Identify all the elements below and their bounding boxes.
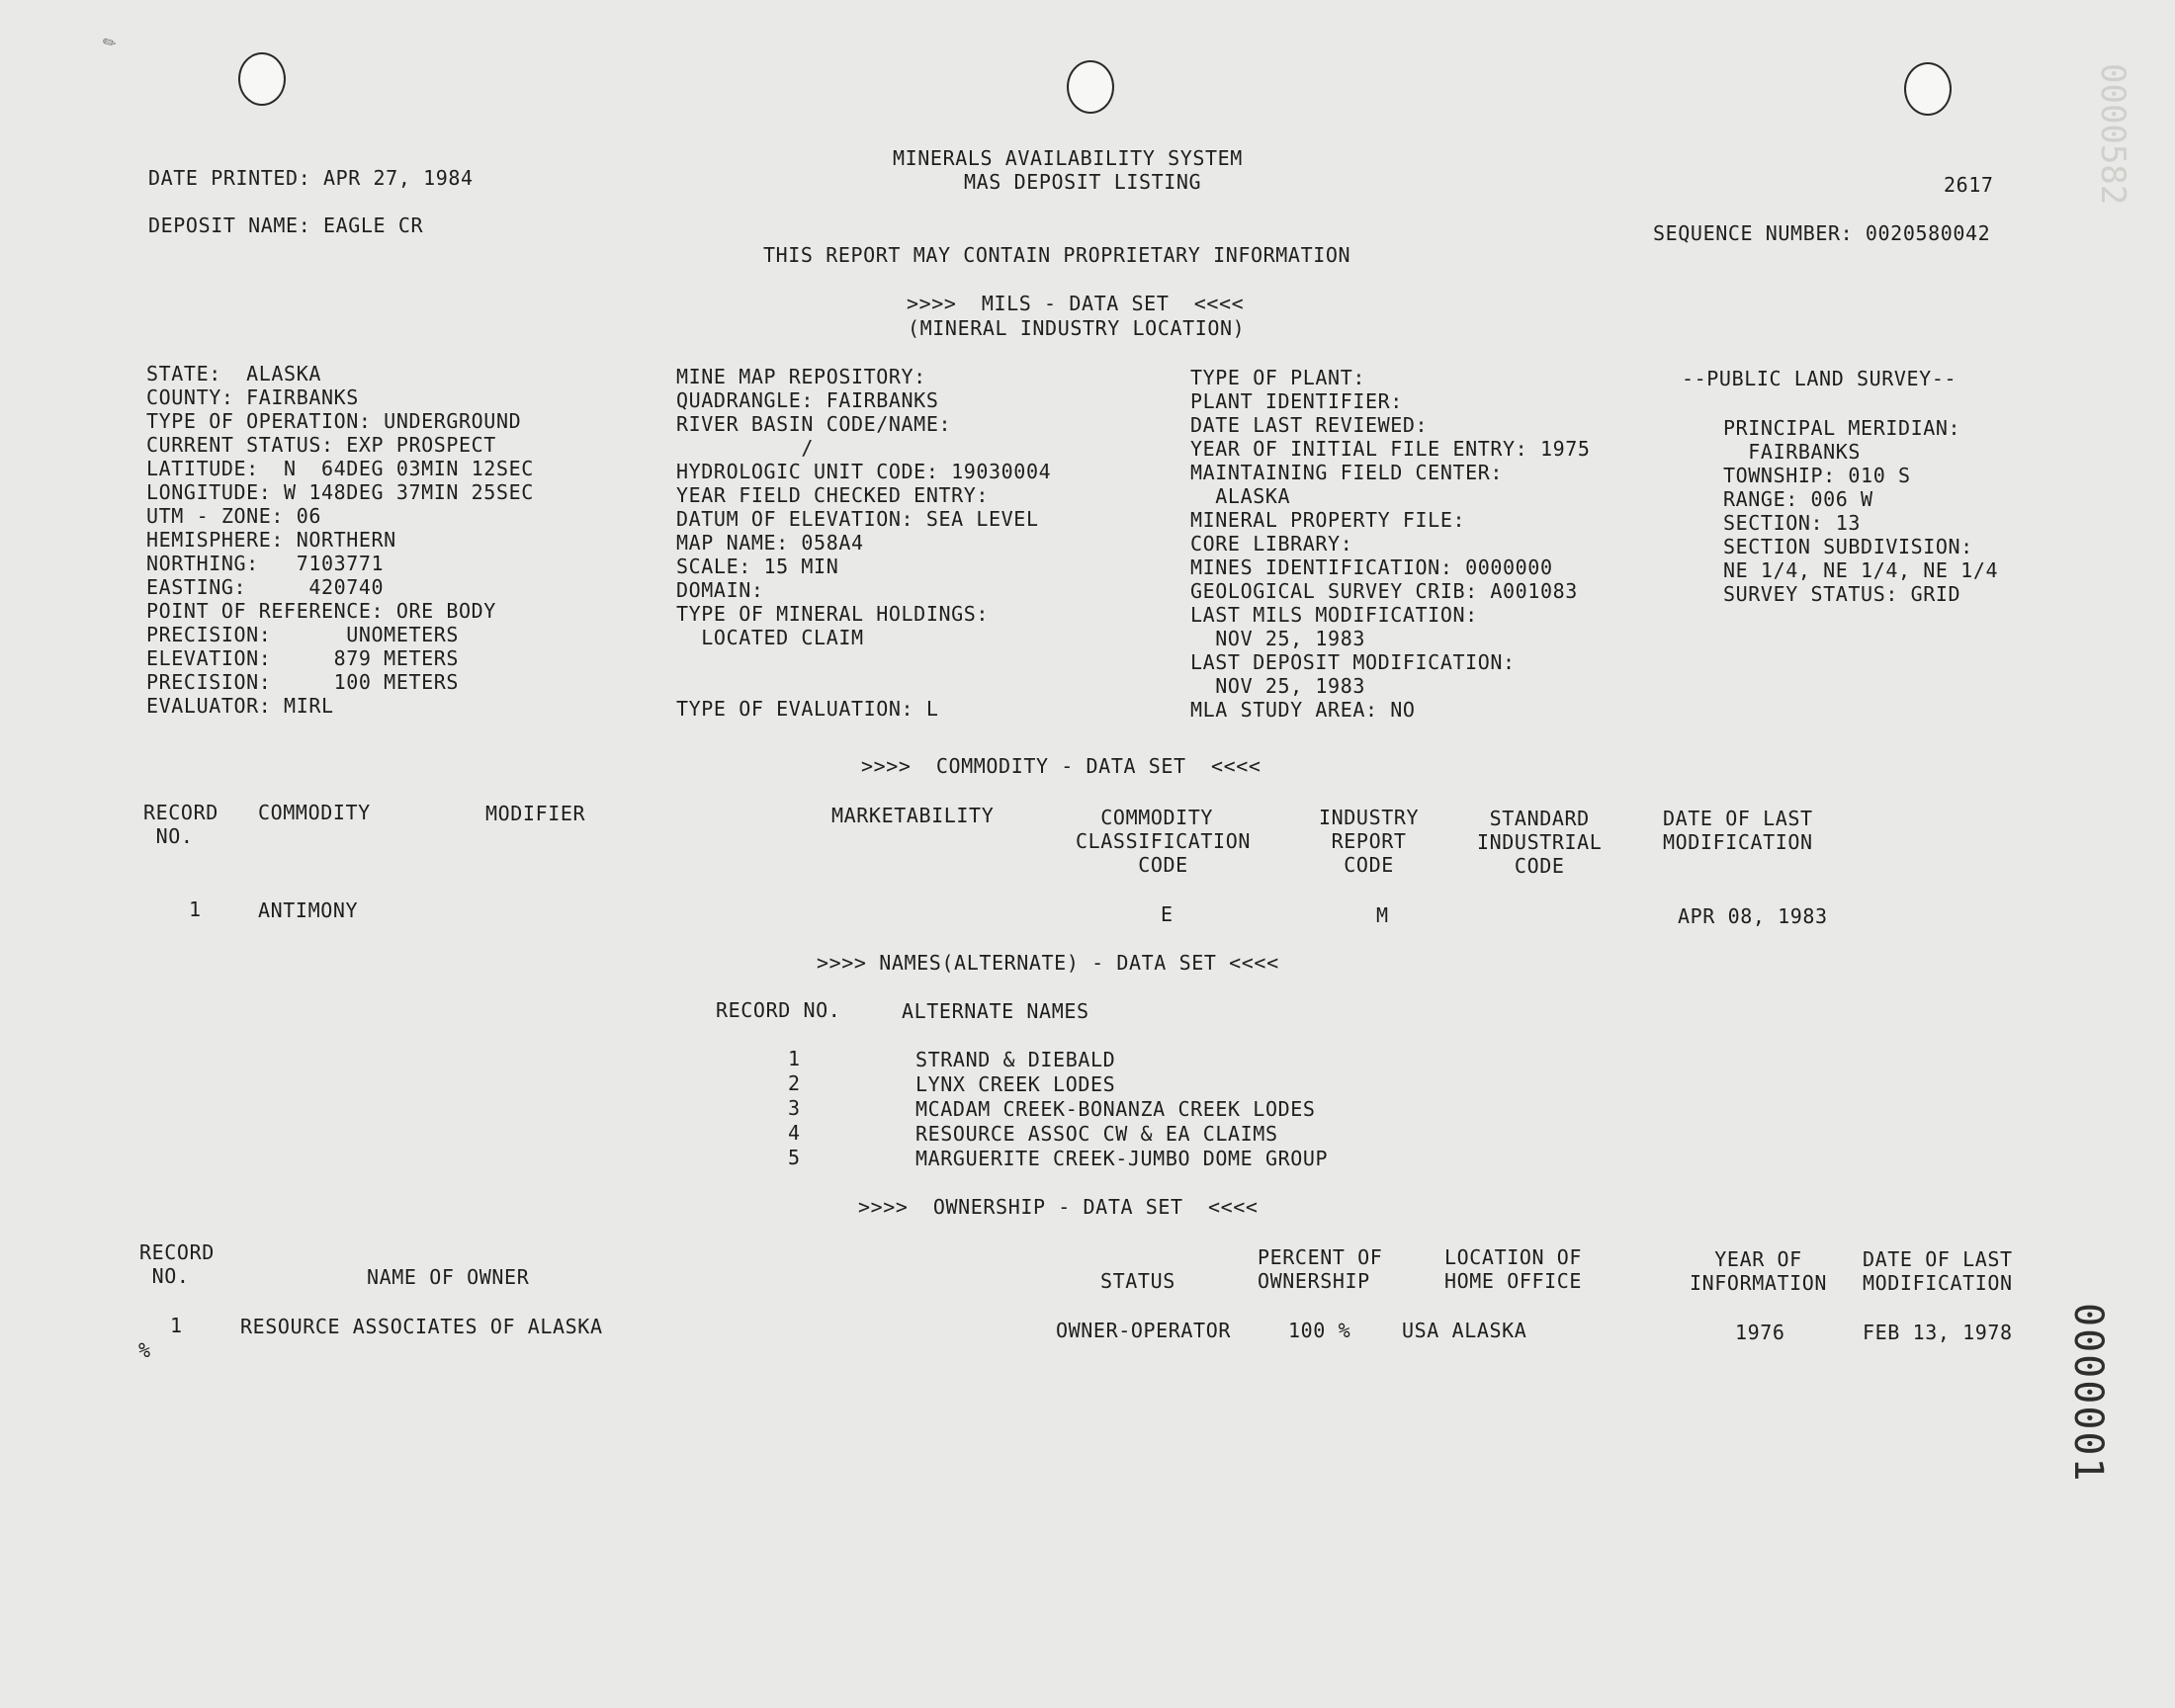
deposit-name: DEPOSIT NAME: EAGLE CR — [148, 214, 424, 237]
ownership-header-name: NAME OF OWNER — [367, 1265, 530, 1289]
owner-location: USA ALASKA — [1402, 1319, 1527, 1342]
alternate-name: MCADAM CREEK-BONANZA CREEK LODES — [915, 1097, 1316, 1121]
survey-field: TOWNSHIP: 010 S — [1723, 464, 1911, 487]
alternate-name: LYNX CREEK LODES — [915, 1072, 1116, 1096]
mils-field: CORE LIBRARY: — [1190, 532, 1353, 555]
alternate-name-record-no: 4 — [788, 1121, 801, 1145]
mils-field: NOV 25, 1983 — [1190, 674, 1365, 698]
alternate-name: STRAND & DIEBALD — [915, 1048, 1116, 1071]
public-land-survey-title: --PUBLIC LAND SURVEY-- — [1682, 367, 1958, 390]
mils-field: LAST DEPOSIT MODIFICATION: — [1190, 650, 1516, 674]
ownership-section-title: >>>> OWNERSHIP - DATA SET <<<< — [858, 1195, 1259, 1219]
mils-field: YEAR OF INITIAL FILE ENTRY: 1975 — [1190, 437, 1591, 461]
binder-hole-left — [238, 52, 286, 106]
page-stamp: 0000001 — [2065, 1303, 2111, 1484]
mils-field: TYPE OF EVALUATION: L — [676, 697, 939, 721]
owner-status: OWNER-OPERATOR — [1056, 1319, 1231, 1342]
ownership-header-status: STATUS — [1100, 1269, 1175, 1293]
mils-field: EASTING: 420740 — [146, 575, 385, 599]
ownership-header-year: YEAR OF INFORMATION — [1690, 1247, 1828, 1295]
alternate-name-record-no: 5 — [788, 1146, 801, 1169]
ownership-header-date: DATE OF LAST MODIFICATION — [1863, 1247, 2013, 1295]
mils-field: ALASKA — [1190, 484, 1291, 508]
owner-record-no: 1 — [170, 1314, 183, 1337]
mils-field: DATE LAST REVIEWED: — [1190, 413, 1429, 437]
mils-plant-column — [1190, 366, 1591, 722]
mils-field: MINES IDENTIFICATION: 0000000 — [1190, 555, 1553, 579]
alternate-name-record-no: 2 — [788, 1071, 801, 1095]
alternate-name: MARGUERITE CREEK-JUMBO DOME GROUP — [915, 1147, 1329, 1170]
mils-field: MINE MAP REPOSITORY: — [676, 365, 926, 388]
binder-hole-right — [1904, 62, 1952, 116]
mils-field: HYDROLOGIC UNIT CODE: 19030004 — [676, 460, 1052, 483]
mils-field: MAP NAME: 058A4 — [676, 531, 864, 555]
mils-field: COUNTY: FAIRBANKS — [146, 385, 359, 409]
mils-field: MINERAL PROPERTY FILE: — [1190, 508, 1466, 532]
commodity-header-marketability: MARKETABILITY — [831, 804, 995, 827]
mils-field: TYPE OF OPERATION: UNDERGROUND — [146, 409, 522, 433]
mils-map-column — [676, 365, 1051, 721]
mils-field: CURRENT STATUS: EXP PROSPECT — [146, 433, 496, 457]
names-header-names: ALTERNATE NAMES — [902, 999, 1089, 1023]
mils-field: SCALE: 15 MIN — [676, 555, 839, 578]
date-printed: DATE PRINTED: APR 27, 1984 — [148, 166, 474, 190]
pen-mark: ✎ — [97, 28, 121, 55]
mils-field: LOCATED CLAIM — [676, 626, 864, 649]
mils-field: STATE: ALASKA — [146, 362, 321, 385]
public-land-survey-column — [1723, 416, 1998, 606]
commodity-name: ANTIMONY — [258, 898, 359, 922]
mils-field: EVALUATOR: MIRL — [146, 694, 334, 718]
mils-field — [676, 649, 1051, 673]
ownership-header-location: LOCATION OF HOME OFFICE — [1444, 1245, 1583, 1293]
mils-field: YEAR FIELD CHECKED ENTRY: — [676, 483, 990, 507]
survey-field: SECTION: 13 — [1723, 511, 1862, 535]
mils-field: MAINTAINING FIELD CENTER: — [1190, 461, 1504, 484]
survey-field: NE 1/4, NE 1/4, NE 1/4 — [1723, 558, 1999, 582]
commodity-record-no: 1 — [189, 897, 202, 921]
system-title: MINERALS AVAILABILITY SYSTEM — [893, 146, 1243, 170]
mils-field: RIVER BASIN CODE/NAME: — [676, 412, 952, 436]
mils-field: LONGITUDE: W 148DEG 37MIN 25SEC — [146, 480, 534, 504]
mils-section-title: >>>> MILS - DATA SET <<<< — [907, 292, 1245, 315]
alternate-name-record-no: 3 — [788, 1096, 801, 1120]
listing-title: MAS DEPOSIT LISTING — [964, 170, 1202, 194]
mils-field: PLANT IDENTIFIER: — [1190, 389, 1403, 413]
mils-field: PRECISION: 100 METERS — [146, 670, 460, 694]
mils-field: DATUM OF ELEVATION: SEA LEVEL — [676, 507, 1039, 531]
commodity-section-title: >>>> COMMODITY - DATA SET <<<< — [861, 754, 1262, 778]
commodity-header-industry: INDUSTRY REPORT CODE — [1319, 806, 1420, 877]
ownership-header-record: RECORD NO. — [139, 1240, 215, 1288]
mils-field: TYPE OF PLANT: — [1190, 366, 1365, 389]
trailing-percent-mark: % — [138, 1338, 151, 1362]
survey-field: SECTION SUBDIVISION: — [1723, 535, 1973, 558]
survey-field: FAIRBANKS — [1723, 440, 1862, 464]
survey-field: SURVEY STATUS: GRID — [1723, 582, 1961, 606]
commodity-header-date: DATE OF LAST MODIFICATION — [1663, 807, 1813, 854]
alternate-name-record-no: 1 — [788, 1047, 801, 1070]
owner-name: RESOURCE ASSOCIATES OF ALASKA — [240, 1315, 603, 1338]
mils-location-column — [146, 362, 534, 718]
commodity-modified-date: APR 08, 1983 — [1678, 904, 1828, 928]
owner-percent: 100 % — [1288, 1319, 1351, 1342]
commodity-classification-code: E — [1161, 902, 1174, 926]
proprietary-notice: THIS REPORT MAY CONTAIN PROPRIETARY INFORMATION — [763, 243, 1351, 267]
names-section-title: >>>> NAMES(ALTERNATE) - DATA SET <<<< — [817, 951, 1279, 975]
mils-field: MLA STUDY AREA: NO — [1190, 698, 1416, 722]
faint-side-stamp: 0000582 — [2093, 63, 2132, 206]
owner-year: 1976 — [1735, 1321, 1785, 1344]
mils-field: TYPE OF MINERAL HOLDINGS: — [676, 602, 990, 626]
survey-field: PRINCIPAL MERIDIAN: — [1723, 416, 1961, 440]
commodity-header-classification: COMMODITY CLASSIFICATION CODE — [1076, 806, 1251, 877]
mils-section-subtitle: (MINERAL INDUSTRY LOCATION) — [908, 316, 1246, 340]
mils-field: UTM - ZONE: 06 — [146, 504, 321, 528]
mils-field: POINT OF REFERENCE: ORE BODY — [146, 599, 496, 623]
mils-field: HEMISPHERE: NORTHERN — [146, 528, 396, 552]
commodity-header-commodity: COMMODITY — [258, 801, 371, 824]
binder-hole-center — [1067, 60, 1114, 114]
mils-field: DOMAIN: — [676, 578, 764, 602]
commodity-header-modifier: MODIFIER — [485, 802, 586, 825]
ownership-header-percent: PERCENT OF OWNERSHIP — [1258, 1245, 1383, 1293]
mils-field: ELEVATION: 879 METERS — [146, 646, 460, 670]
mils-field: NOV 25, 1983 — [1190, 627, 1365, 650]
mils-field — [676, 673, 1051, 697]
owner-modified-date: FEB 13, 1978 — [1863, 1321, 2013, 1344]
alternate-name: RESOURCE ASSOC CW & EA CLAIMS — [915, 1122, 1278, 1146]
mils-field: LAST MILS MODIFICATION: — [1190, 603, 1478, 627]
names-header-record: RECORD NO. — [716, 998, 841, 1022]
commodity-industry-code: M — [1376, 903, 1389, 927]
mils-field: NORTHING: 7103771 — [146, 552, 385, 575]
mils-field: PRECISION: UNOMETERS — [146, 623, 460, 646]
page-number: 2617 — [1944, 173, 1994, 197]
mils-field: GEOLOGICAL SURVEY CRIB: A001083 — [1190, 579, 1578, 603]
survey-field: RANGE: 006 W — [1723, 487, 1873, 511]
commodity-header-record: RECORD NO. — [143, 801, 218, 848]
mils-field: LATITUDE: N 64DEG 03MIN 12SEC — [146, 457, 534, 480]
sequence-number: SEQUENCE NUMBER: 0020580042 — [1653, 221, 1991, 245]
commodity-header-sic: STANDARD INDUSTRIAL CODE — [1477, 807, 1603, 878]
mils-field: QUADRANGLE: FAIRBANKS — [676, 388, 939, 412]
mils-field: / — [676, 436, 815, 460]
